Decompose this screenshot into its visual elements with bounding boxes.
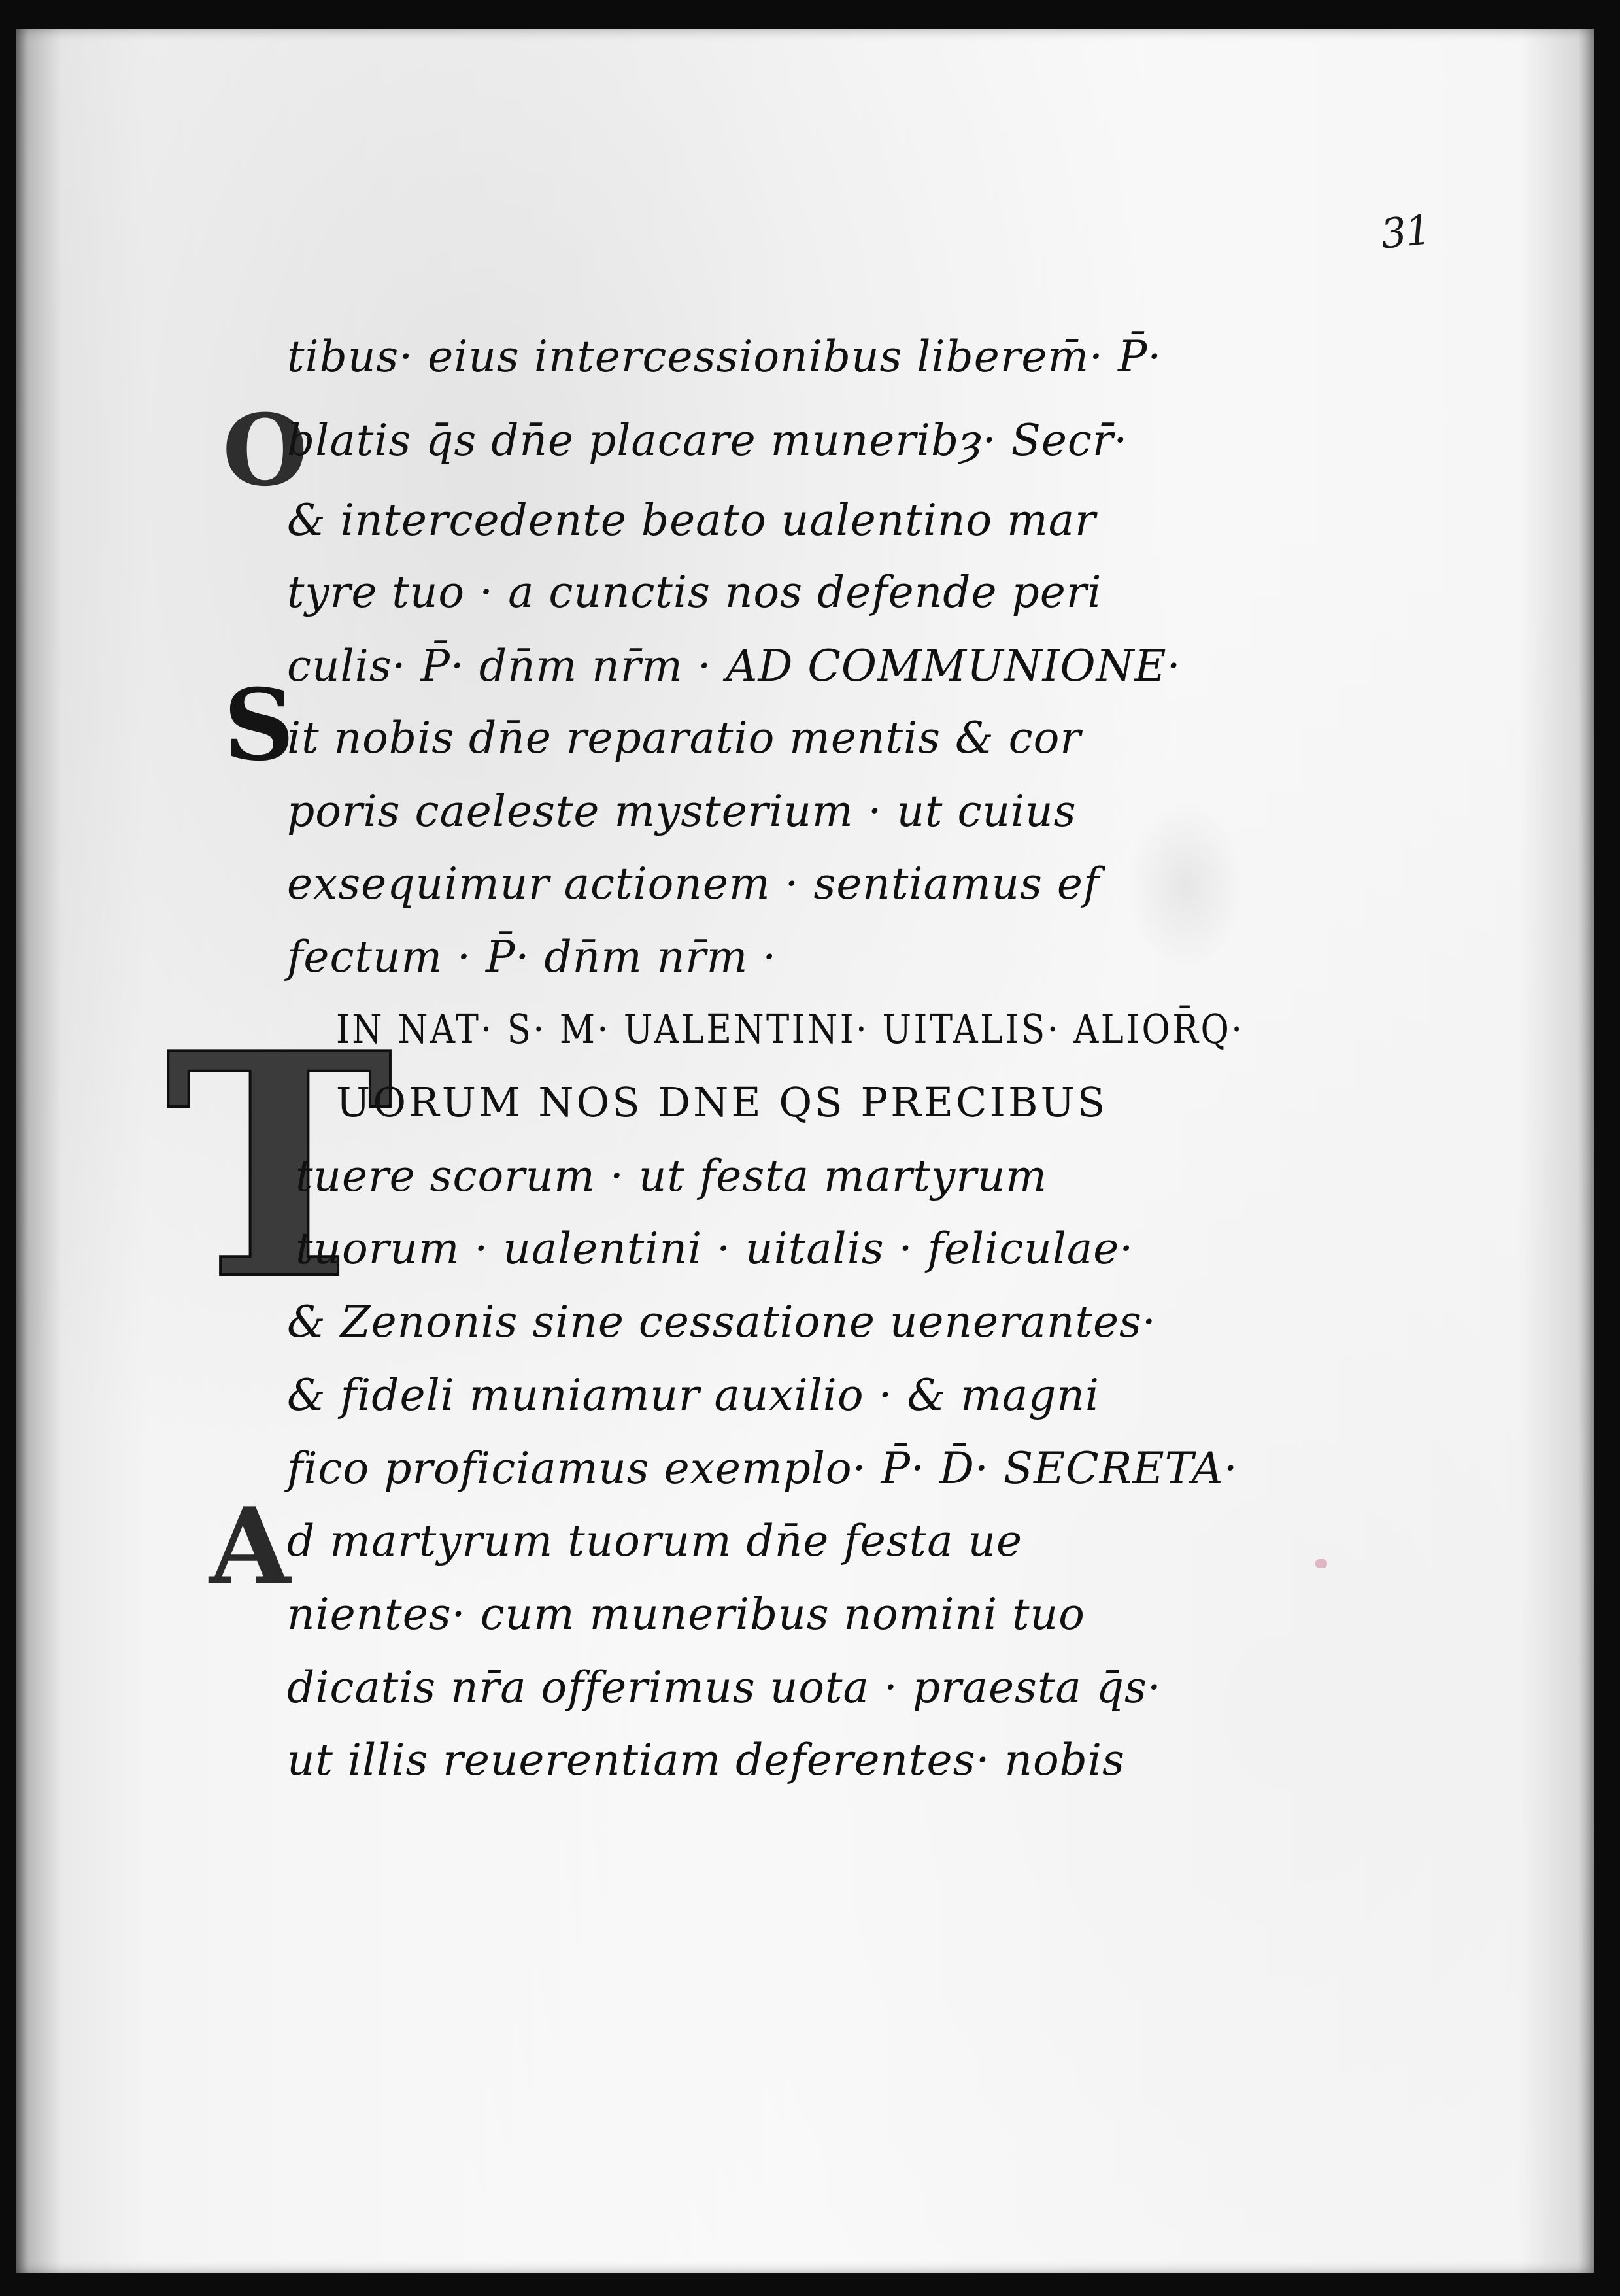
initial-t: T [165,986,394,1347]
text-line: & fideli muniamur auxilio · & magni [287,1370,1100,1420]
manuscript-leaf [16,29,1594,2273]
text-line: dicatis nr̄a offerimus uota · praesta q̄s· [287,1662,1162,1713]
rubric-line: UORUM NOS DNE QS PRECIBUS [336,1078,1108,1126]
folio-number: 31 [1378,205,1432,258]
initial-s: S [224,668,295,783]
text-line: exsequimur actionem · sentiamus ef [287,859,1100,909]
rubric-line: IN NAT· S· M· UALENTINI· UITALIS· ALIOR̄Q· [336,1005,1245,1053]
ink-spot [1315,1559,1327,1568]
show-through-stain [1127,800,1245,970]
text-line: tuere scorum · ut festa martyrum [295,1151,1047,1201]
initial-a: A [209,1484,291,1607]
text-line: poris caeleste mysterium · ut cuius [287,786,1077,836]
initial-o: O [222,393,308,508]
text-line: tyre tuo · a cunctis nos defende peri [287,567,1102,617]
text-line: tuorum · ualentini · uitalis · feliculae· [295,1224,1134,1274]
text-line: it nobis dn̄e reparatio mentis & cor [287,713,1081,763]
text-line: tibus· eius intercessionibus liberem̄· P̄· [287,332,1162,382]
text-line: & Zenonis sine cessatione uenerantes· [287,1297,1156,1347]
text-line: fico proficiamus exemplo· P̄· D̄· SECRETA· [287,1443,1238,1494]
text-line: ut illis reuerentiam deferentes· nobis [287,1735,1125,1785]
text-line: culis· P̄· dn̄m nr̄m · AD COMMUNIONE· [287,641,1181,691]
text-line: & intercedente beato ualentino mar [287,495,1096,545]
text-line: blatis q̄s dn̄e placare muneribȝ· Secr̄· [287,415,1128,466]
text-line: fectum · P̄· dn̄m nr̄m · [287,932,777,982]
text-line: nientes· cum muneribus nomini tuo [287,1589,1085,1639]
text-line: d martyrum tuorum dn̄e festa ue [287,1516,1023,1566]
